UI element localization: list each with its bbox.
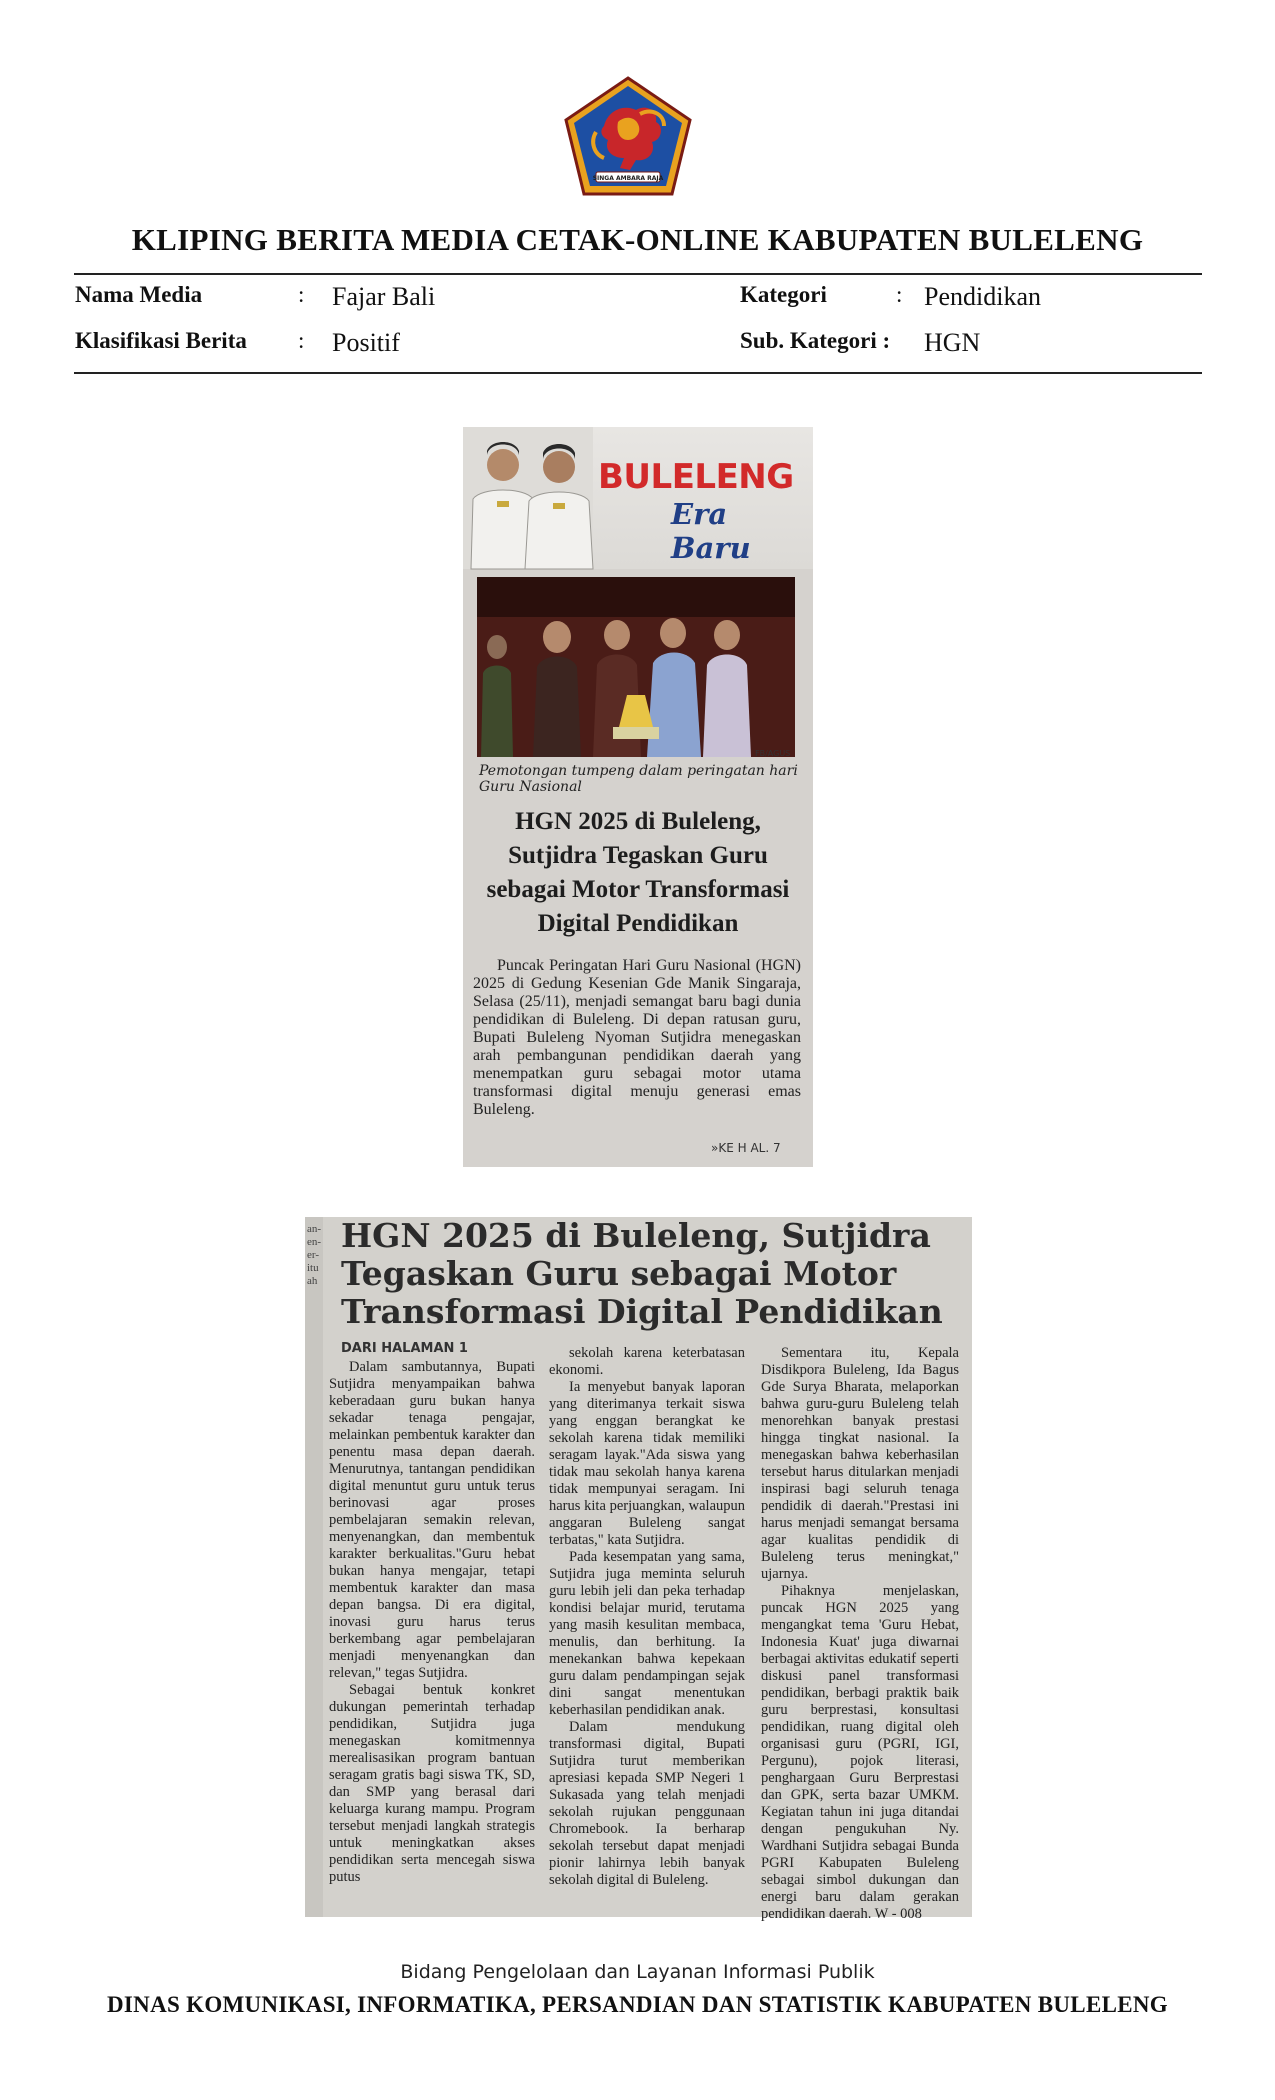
page-title: KLIPING BERITA MEDIA CETAK-ONLINE KABUPATEN BULELENG xyxy=(131,222,1144,257)
kategori-colon: : xyxy=(896,282,903,307)
logo-motto: SINGA AMBARA RAJA xyxy=(592,175,664,182)
klasifikasi-colon: : xyxy=(298,328,305,353)
footer-division: Bidang Pengelolaan dan Layanan Informasi Publik xyxy=(400,1961,875,1983)
media-value: Fajar Bali xyxy=(332,282,436,311)
adjacent-column-text: an- en- er- itu ah xyxy=(307,1223,322,1287)
paragraph: Dalam mendukung transformasi digital, Bupati Sutjidra turut memberikan apresiasi kepada SMP Negeri 1 Sukasada yang telah menjadi sekolah rujukan penggunaan Chromebook. Ia berharap sekolah tersebut dapat menjadi pionir lahirnya lebih banyak sekolah digital di Buleleng. xyxy=(549,1719,745,1888)
kategori-value: Pendidikan xyxy=(924,282,1041,311)
paragraph: Ia menyebut banyak laporan yang diterimanya terkait siswa yang enggan berangkat ke sekolah karena tidak memiliki seragam layak."Ada siswa yang tidak mau sekolah hanya karena tidak mempunyai seragam. Ini harus kita perjuangkan, walaupun anggaran Buleleng sangat terbatas," kata Sutjidra. xyxy=(549,1379,745,1548)
photo-caption: Pemotongan tumpeng dalam peringatan hari Guru Nasional xyxy=(479,763,798,795)
continued-marker xyxy=(711,1141,781,1155)
subkategori-label: Sub. Kategori : xyxy=(740,328,891,353)
adjacent-column-edge xyxy=(305,1217,323,1917)
news-clipping-front-page xyxy=(463,427,813,1167)
continued-text: KE H AL. 7 xyxy=(718,1141,781,1155)
paragraph: Pihaknya menjelaskan, puncak HGN 2025 yang mengangkat tema 'Guru Hebat, Indonesia Kuat' juga diwarnai berbagai aktivitas edukatif seperti diskusi panel transformasi pendidikan, berbagi praktik baik guru berprestasi, konsultasi pendidikan, ruang digital oleh organisasi guru (PGRI, IGI, Pergunu), pojok literasi, penghargaan Guru Berprestasi dan GPK, serta bazar UMKM. Kegiatan tahun ini juga ditandai dengan pengukuhan Ny. Wardhani Sutjidra sebagai Bunda PGRI Kabupaten Buleleng sebagai simbol dukungan dan energi baru dalam gerakan pendidikan daerah. W - 008 xyxy=(761,1583,959,1922)
article-column-2 xyxy=(549,1345,745,1911)
paragraph: Dalam sambutannya, Bupati Sutjidra menyampaikan bahwa keberadaan guru bukan hanya sekadar tenaga pengajar, melainkan pembentuk karakter dan penentu masa depan daerah. Menurutnya, tantangan pendidikan digital menuntut guru untuk terus berinovasi agar proses pembelajaran semakin relevan, menyenangkan, dan membentuk karakter berkualitas."Guru hebat bukan hanya mengajar, tetapi membentuk karakter dan masa depan bangsa. Di era digital, inovasi guru harus terus berkembang agar pembelajaran menjadi menyenangkan dan relevan," tegas Sutjidra. xyxy=(329,1359,535,1681)
klasifikasi-label: Klasifikasi Berita xyxy=(75,328,247,353)
regency-logo xyxy=(560,74,696,202)
top-divider xyxy=(74,273,1202,275)
from-page-label: DARI HALAMAN 1 xyxy=(341,1341,468,1356)
klasifikasi-value: Positif xyxy=(332,328,400,357)
continuation-headline: HGN 2025 di Buleleng, Sutjidra Tegaskan Guru sebagai Motor Transformasi Digital Pendidikan xyxy=(341,1216,943,1331)
news-photo xyxy=(477,577,795,757)
paragraph: Sementara itu, Kepala Disdikpora Buleleng, Ida Bagus Gde Surya Bharata, melaporkan bahwa guru-guru Buleleng telah menorehkan banyak prestasi hingga tingkat nasional. Ia menegaskan bahwa keberhasilan tersebut harus ditularkan menjadi inspirasi bagi seluruh tenaga pendidik di daerah."Prestasi ini harus menjadi semangat bersama agar kualitas pendidik di Buleleng terus meningkat," ujarnya. xyxy=(761,1345,959,1582)
footer-agency: DINAS KOMUNIKASI, INFORMATIKA, PERSANDIAN DAN STATISTIK KABUPATEN BULELENG xyxy=(107,1992,1168,2017)
paragraph: Sebagai bentuk konkret dukungan pemerintah terhadap pendidikan, Sutjidra juga menegaskan komitmennya merealisasikan program bantuan seragam gratis bagi siswa TK, SD, dan SMP yang berasal dari keluarga kurang mampu. Program tersebut menjadi langkah strategis untuk meningkatkan akses pendidikan serta mencegah siswa putus xyxy=(329,1682,535,1885)
banner-subtitle: Era Baru xyxy=(671,497,751,565)
article-column-3 xyxy=(761,1345,959,1922)
lead-paragraph: Puncak Peringatan Hari Guru Nasional (HGN) 2025 di Gedung Kesenian Gde Manik Singaraja, Selasa (25/11), menjadi semangat baru bagi dunia pendidikan di Buleleng. Di depan ratusan guru, Bupati Buleleng Nyoman Sutjidra menegaskan arah pembangunan pendidikan daerah yang menempatkan guru sebagai motor utama transformasi digital menuju generasi emas Buleleng. xyxy=(473,957,801,1118)
banner-title: BULELENG xyxy=(598,457,794,497)
double-chevron-icon: » xyxy=(711,1141,719,1155)
subkategori-value: HGN xyxy=(924,328,981,357)
officials-portrait xyxy=(463,427,593,569)
bottom-divider xyxy=(74,372,1202,374)
photo-credit: FB/AGUS xyxy=(755,749,791,758)
article-column-1 xyxy=(329,1359,535,1911)
column-banner xyxy=(463,427,813,569)
media-colon: : xyxy=(298,282,305,307)
media-label: Nama Media xyxy=(75,282,203,307)
paragraph: sekolah karena keterbatasan ekonomi. xyxy=(549,1345,745,1378)
kategori-label: Kategori xyxy=(740,282,827,307)
paragraph: Pada kesempatan yang sama, Sutjidra juga meminta seluruh guru lebih jeli dan peka terhadap kondisi belajar murid, terutama yang masih kesulitan membaca, menulis, dan berhitung. Ia menekankan bahwa kepekaan guru dalam pendampingan sejak dini sangat menentukan keberhasilan pendidikan anak. xyxy=(549,1549,745,1718)
headline: HGN 2025 di Buleleng, Sutjidra Tegaskan Guru sebagai Motor Transformasi Digital Pendidikan xyxy=(486,808,790,937)
news-clipping-continuation xyxy=(305,1216,972,1922)
